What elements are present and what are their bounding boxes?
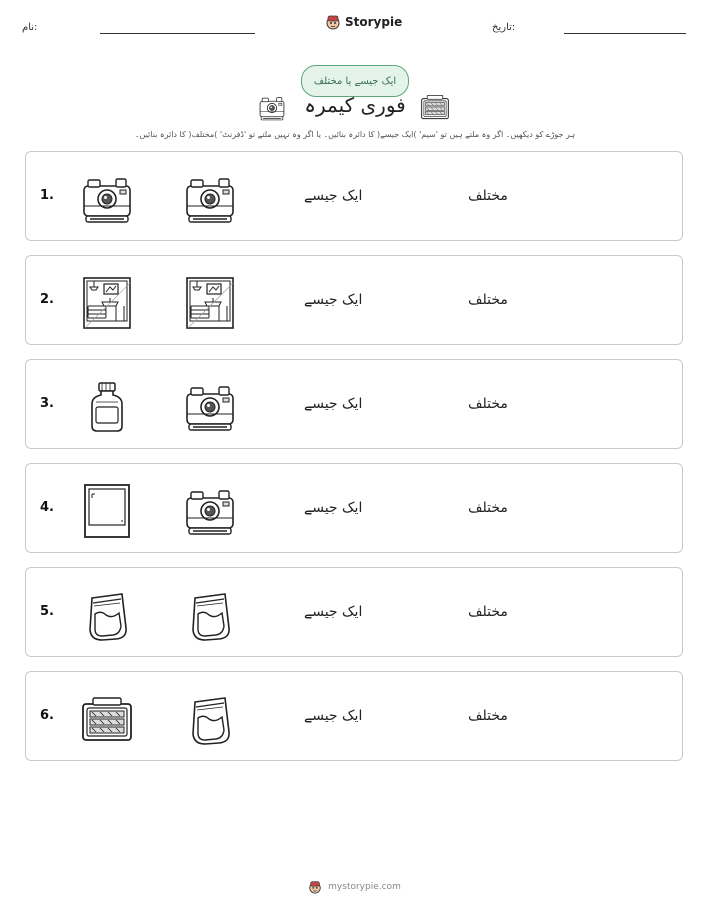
brand-name: Storypie (345, 15, 403, 29)
question-number: 3. (40, 396, 54, 411)
question-number: 1. (40, 188, 54, 203)
question-row (25, 151, 683, 241)
film-pack-icon (420, 92, 450, 122)
photo-print-icon (183, 276, 237, 330)
date-label: تاریخ: (492, 22, 516, 33)
question-number: 2. (40, 292, 54, 307)
footer (0, 880, 709, 894)
pouch-icon (80, 588, 134, 642)
category-badge: ایک جیسے یا مختلف (301, 65, 409, 97)
question-number: 4. (40, 500, 54, 515)
option-different[interactable]: مختلف (468, 604, 508, 620)
option-different[interactable]: مختلف (468, 708, 508, 724)
question-number: 6. (40, 708, 54, 723)
footer-url: mystorypie.com (328, 882, 401, 892)
storypie-logo-icon (308, 880, 322, 894)
camera-icon (183, 172, 237, 226)
instructions: ہر جوڑے کو دیکھیں۔ اگر وہ ملتے ہیں تو 'سیم' )ایک جیسے( کا دائرہ بنائیں۔ یا اگر وہ نہیں ملتے تو 'ڈفرنٹ' )مختلف( کا دائرہ بنائیں۔ (134, 130, 576, 139)
question-row (25, 359, 683, 449)
option-different[interactable]: مختلف (468, 188, 508, 204)
question-row (25, 671, 683, 761)
question-row (25, 255, 683, 345)
option-same[interactable]: ایک جیسے (304, 396, 363, 412)
storypie-logo-icon (325, 14, 341, 30)
pouch-icon (183, 692, 237, 746)
question-number: 5. (40, 604, 54, 619)
name-line (100, 33, 255, 34)
option-different[interactable]: مختلف (468, 500, 508, 516)
blank-photo-icon (80, 484, 134, 538)
camera-icon (80, 172, 134, 226)
option-same[interactable]: ایک جیسے (304, 500, 363, 516)
page-title: فوری کیمرہ (304, 93, 406, 117)
option-same[interactable]: ایک جیسے (304, 604, 363, 620)
camera-icon (257, 94, 287, 122)
option-same[interactable]: ایک جیسے (304, 708, 363, 724)
brand-logo (325, 14, 402, 30)
bottle-icon (80, 380, 134, 434)
question-row (25, 463, 683, 553)
film-pack-icon (80, 692, 134, 746)
question-row (25, 567, 683, 657)
option-different[interactable]: مختلف (468, 396, 508, 412)
pouch-icon (183, 588, 237, 642)
camera-icon (183, 380, 237, 434)
photo-print-icon (80, 276, 134, 330)
option-same[interactable]: ایک جیسے (304, 292, 363, 308)
camera-icon (183, 484, 237, 538)
option-same[interactable]: ایک جیسے (304, 188, 363, 204)
date-line (564, 33, 686, 34)
name-label: نام: (22, 22, 38, 33)
option-different[interactable]: مختلف (468, 292, 508, 308)
